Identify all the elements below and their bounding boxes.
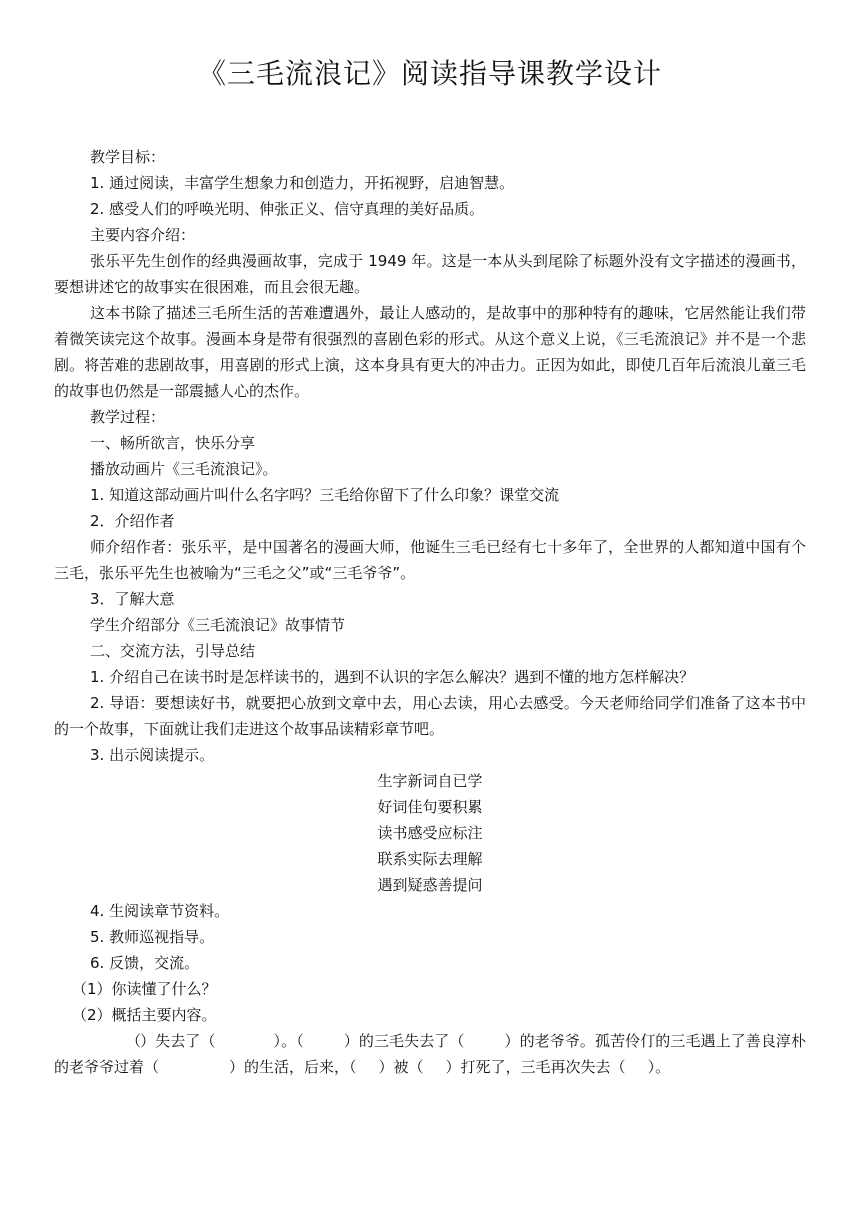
step-item: 2．介绍作者: [90, 512, 175, 530]
paragraph: 这本书除了描述三毛所生活的苦难遭遇外，最让人感动的，是故事中的那种特有的趣味，它居然能让我们带着微笑读完这个故事。漫画本身是带有很强烈的喜剧色彩的形式。从这个意义上说，《三毛流浪记》并不是一个悲剧。将苦难的悲剧故事，用喜剧的形式上演，这本身具有更大的冲击力。正因为如此，即使几百年后流浪儿童三毛的故事也仍然是一部震撼人心的杰作。: [54, 304, 806, 400]
fill-text: ）。（: [273, 1032, 304, 1050]
blank: （: [126, 1032, 142, 1050]
step-item: 4. 生阅读章节资料。: [90, 902, 230, 920]
paragraph: 学生介绍部分《三毛流浪记》故事情节: [90, 616, 346, 634]
reading-tip: 遇到疑惑善提问: [377, 876, 483, 894]
fill-in-paragraph: （）失去了（ ）。（ ）的三毛失去了（ ）的老爷爷。孤苦伶仃的三毛遇上了善良淳朴的老爷爷过着（ ）的生活，后来，（ ）被（ ）打死了，三毛再次失去（ ）。: [54, 1028, 806, 1080]
reading-tip: 联系实际去理解: [377, 850, 483, 868]
question-item: （2）概括主要内容。: [72, 1006, 217, 1024]
step-item: 2. 导语：要想读好书，就要把心放到文章中去，用心去读，用心去感受。今天老师给同学们准备了这本书中的一个故事，下面就让我们走进这个故事品读精彩章节吧。: [54, 694, 806, 738]
step-item: 1. 介绍自己在读书时是怎样读书的，遇到不认识的字怎么解决？遇到不懂的地方怎样解决？: [90, 668, 695, 686]
heading-content-intro: 主要内容介绍：: [90, 226, 196, 244]
fill-text: ）。: [647, 1058, 671, 1076]
paragraph: 张乐平先生创作的经典漫画故事，完成于 1949 年。这是一本从头到尾除了标题外没有文字描述的漫画书，要想讲述它的故事实在很困难，而且会很无趣。: [54, 252, 806, 296]
heading-teaching-goals: 教学目标：: [90, 148, 166, 166]
fill-text: 失去了（: [155, 1032, 216, 1050]
fill-text: ）的老爷爷。孤苦伶仃的三毛遇上了善良淳朴的老爷爷过着（: [54, 1032, 806, 1076]
fill-text: ）的生活，后来，（: [229, 1058, 357, 1076]
goal-item: 1. 通过阅读，丰富学生想象力和创造力，开拓视野，启迪智慧。: [90, 174, 515, 192]
step-item: 3．了解大意: [90, 590, 175, 608]
fill-text: ）打死了，三毛再次失去（: [445, 1058, 626, 1076]
step-item: 1. 知道这部动画片叫什么名字吗？三毛给你留下了什么印象？课堂交流: [90, 486, 560, 504]
goal-item: 2. 感受人们的呼唤光明、伸张正义、信守真理的美好品质。: [90, 200, 485, 218]
question-item: （1）你读懂了什么？: [72, 980, 217, 998]
step-item: 3. 出示阅读提示。: [90, 746, 215, 764]
step-item: 5. 教师巡视指导。: [90, 928, 215, 946]
document-body: [54, 144, 806, 1080]
section-heading: 一、畅所欲言，快乐分享: [90, 434, 256, 452]
heading-teaching-process: 教学过程：: [90, 408, 166, 426]
reading-tip: 好词佳句要积累: [377, 798, 483, 816]
document-title: 《三毛流浪记》阅读指导课教学设计: [197, 57, 662, 90]
step-item: 6. 反馈，交流。: [90, 954, 200, 972]
reading-tip: 生字新词自已学: [377, 772, 483, 790]
paragraph: 播放动画片《三毛流浪记》。: [90, 460, 278, 478]
fill-text: ）的三毛失去了（: [343, 1032, 465, 1050]
section-heading: 二、交流方法，引导总结: [90, 642, 256, 660]
fill-text: ）被（: [378, 1058, 424, 1076]
paragraph: 师介绍作者：张乐平，是中国著名的漫画大师，他诞生三毛已经有七十多年了，全世界的人都知道中国有个三毛，张乐平先生也被喻为“三毛之父”或“三毛爷爷”。: [54, 538, 806, 582]
reading-tip: 读书感受应标注: [377, 824, 483, 842]
